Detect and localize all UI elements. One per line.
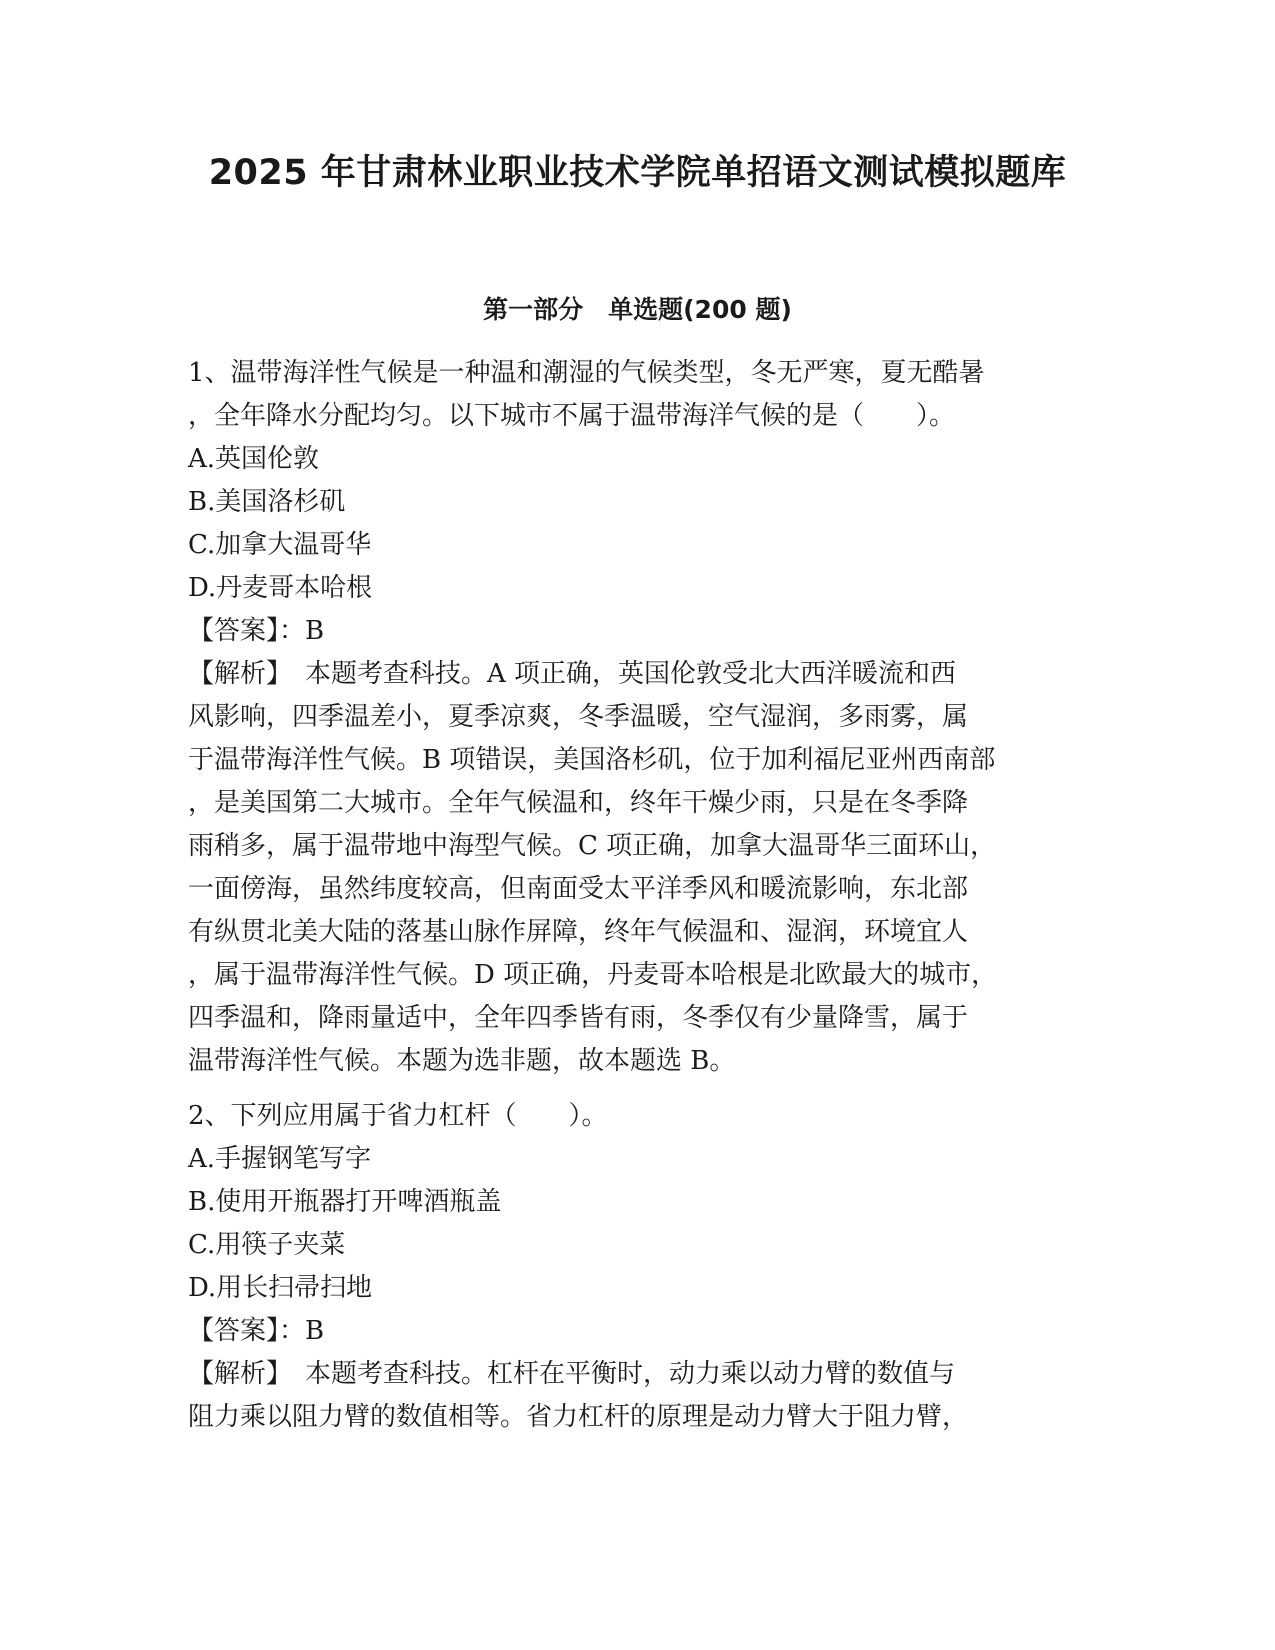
question-1-analysis-line: 【解析】 本题考查科技。A 项正确，英国伦敦受北大西洋暖流和西 xyxy=(188,659,957,689)
question-1-analysis-line: 四季温和，降雨量适中，全年四季皆有雨，冬季仅有少量降雪，属于 xyxy=(188,1003,969,1033)
question-2-option-b: B.使用开瓶器打开啤酒瓶盖 xyxy=(188,1187,502,1217)
question-content xyxy=(188,352,1088,1439)
question-2-option-c: C.用筷子夹菜 xyxy=(188,1230,346,1260)
question-1-analysis-line: 温带海洋性气候。本题为选非题，故本题选 B。 xyxy=(188,1046,736,1076)
question-1-analysis-line: 一面傍海，虽然纬度较高，但南面受太平洋季风和暖流影响，东北部 xyxy=(188,874,969,904)
question-1-answer: 【答案】：B xyxy=(188,616,325,646)
question-2-option-a: A.手握钢笔写字 xyxy=(188,1144,372,1174)
question-2-analysis-line: 阻力乘以阻力臂的数值相等。省力杠杆的原理是动力臂大于阻力臂， xyxy=(188,1402,969,1432)
question-1-stem-line: 1、温带海洋性气候是一种温和潮湿的气候类型，冬无严寒，夏无酷暑 xyxy=(188,358,985,388)
question-2-analysis-line: 【解析】 本题考查科技。杠杆在平衡时，动力乘以动力臂的数值与 xyxy=(188,1359,956,1389)
question-1-option-a: A.英国伦敦 xyxy=(188,444,320,474)
question-1-option-d: D.丹麦哥本哈根 xyxy=(188,573,373,603)
question-1-analysis-line: 于温带海洋性气候。B 项错误，美国洛杉矶，位于加利福尼亚州西南部 xyxy=(188,745,996,775)
section-heading: 第一部分 单选题(200 题) xyxy=(483,295,792,324)
question-2-stem-line: 2、下列应用属于省力杠杆（ ）。 xyxy=(188,1101,608,1131)
question-1-stem-line: ，全年降水分配均匀。以下城市不属于温带海洋气候的是（ ）。 xyxy=(188,401,956,431)
question-1 xyxy=(188,352,1088,1083)
question-1-analysis-line: 雨稍多，属于温带地中海型气候。C 项正确，加拿大温哥华三面环山， xyxy=(188,831,997,861)
question-2-answer: 【答案】：B xyxy=(188,1316,325,1346)
question-1-option-c: C.加拿大温哥华 xyxy=(188,530,372,560)
document-title: 2025 年甘肃林业职业技术学院单招语文测试模拟题库 xyxy=(208,153,1067,193)
question-1-analysis-line: 风影响，四季温差小，夏季凉爽，冬季温暖，空气湿润，多雨雾，属 xyxy=(188,702,969,732)
question-2 xyxy=(188,1095,1088,1439)
question-1-analysis-line: 有纵贯北美大陆的落基山脉作屏障，终年气候温和、湿润，环境宜人 xyxy=(188,917,969,947)
question-1-option-b: B.美国洛杉矶 xyxy=(188,487,346,517)
question-2-option-d: D.用长扫帚扫地 xyxy=(188,1273,373,1303)
question-1-analysis-line: ，属于温带海洋性气候。D 项正确，丹麦哥本哈根是北欧最大的城市， xyxy=(188,960,998,990)
question-1-analysis-line: ，是美国第二大城市。全年气候温和，终年干燥少雨，只是在冬季降 xyxy=(188,788,969,818)
question-spacer xyxy=(188,1083,1088,1095)
